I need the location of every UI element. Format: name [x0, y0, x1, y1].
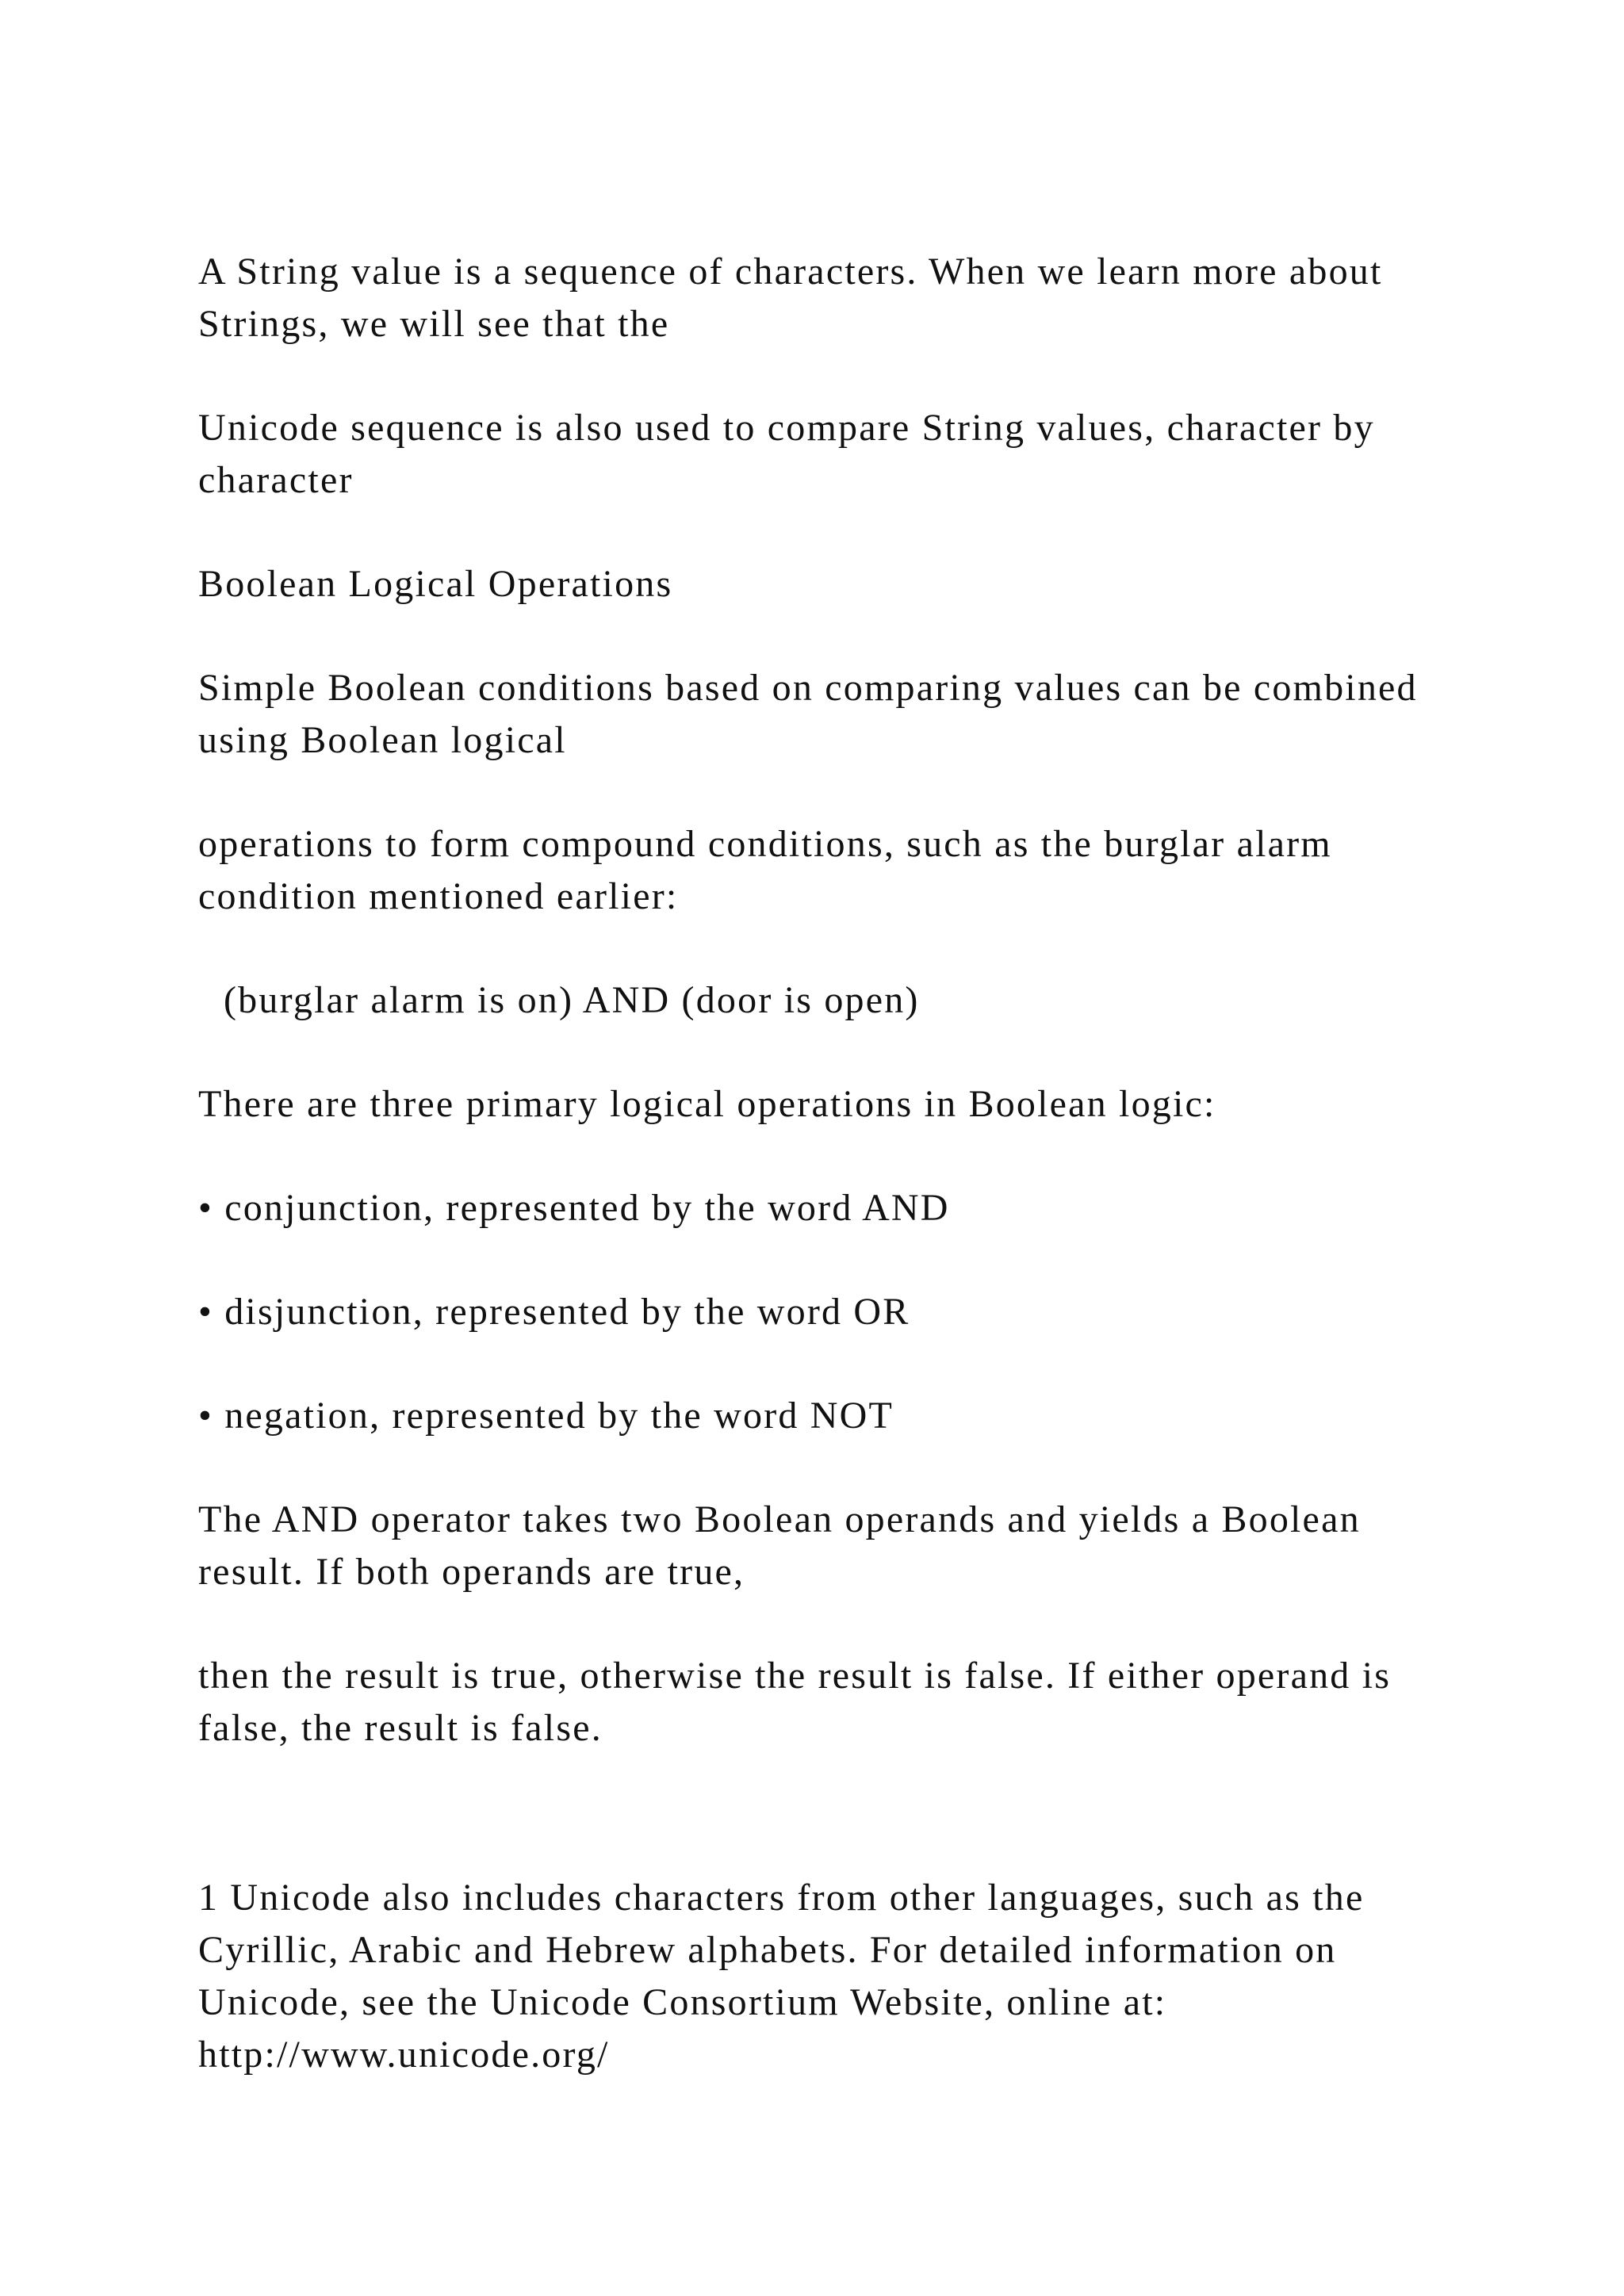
footnote: 1 Unicode also includes characters from other languages, such as the Cyrillic, Arabic and Hebrew alphabets. For detailed information on Unicode, see the Unicode Consortium Website, online at: http://www.unicode.org/: [198, 1877, 1365, 2076]
paragraph-and-result: then the result is true, otherwise the result is false. If either operand is false, the result is false.: [198, 1655, 1392, 1749]
paragraph-boolean-combine: Simple Boolean conditions based on comparing values can be combined using Boolean logical: [198, 667, 1418, 761]
paragraph-string-intro: A String value is a sequence of characters. When we learn more about Strings, we will see that the: [198, 251, 1383, 345]
list-item-disjunction: • disjunction, represented by the word OR: [198, 1291, 910, 1333]
paragraph-unicode-compare: Unicode sequence is also used to compare String values, character by character: [198, 407, 1375, 501]
paragraph-three-operations: There are three primary logical operations in Boolean logic:: [198, 1083, 1216, 1125]
example-condition: (burglar alarm is on) AND (door is open): [224, 979, 920, 1021]
section-heading: Boolean Logical Operations: [198, 563, 673, 605]
document-page: [198, 246, 1451, 2133]
paragraph-and-operator: The AND operator takes two Boolean operands and yields a Boolean result. If both operands are true,: [198, 1498, 1361, 1593]
paragraph-compound-conditions: operations to form compound conditions, such as the burglar alarm condition mentioned earlier:: [198, 823, 1332, 917]
list-item-negation: • negation, represented by the word NOT: [198, 1395, 894, 1437]
list-item-conjunction: • conjunction, represented by the word AND: [198, 1187, 950, 1229]
